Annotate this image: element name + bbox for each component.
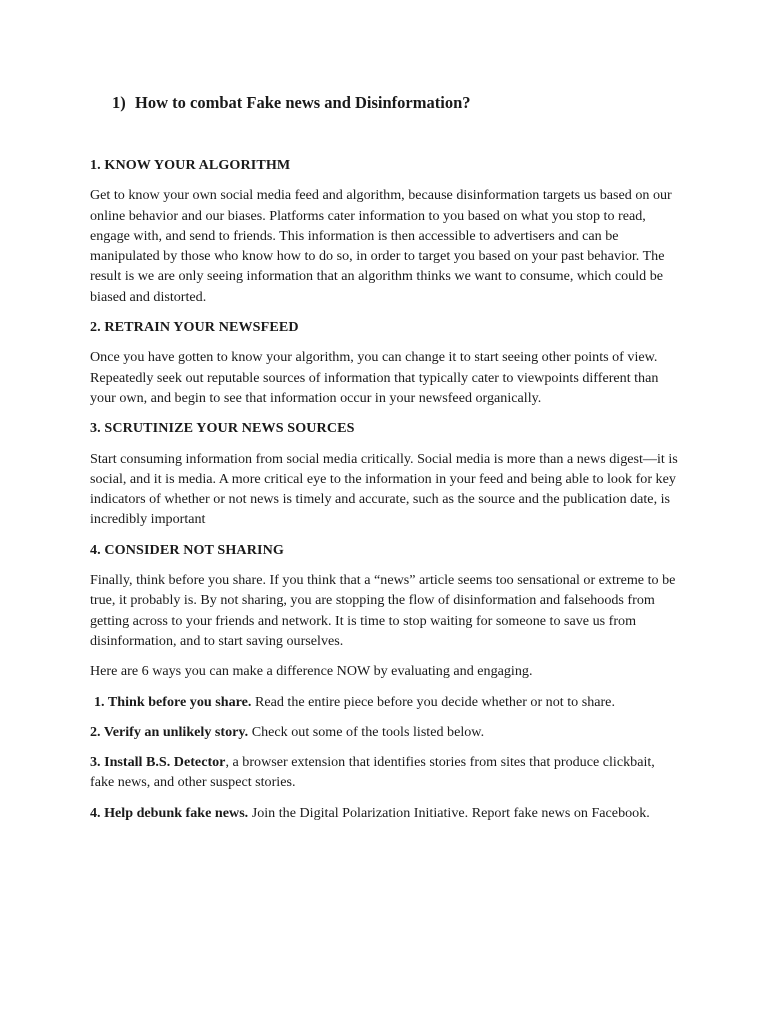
title-number: 1) <box>112 93 126 112</box>
tip-text: Join the Digital Polarization Initiative. Report fake news on Facebook. <box>248 804 650 821</box>
tip-item <box>90 692 680 712</box>
section-retrain-your-newsfeed <box>90 317 680 408</box>
tip-bold-lead: 3. Install B.S. Detector <box>90 754 226 771</box>
tip-bold-lead: 2. Verify an unlikely story. <box>90 723 249 740</box>
tip-bold-lead: 1. Think before you share. <box>94 693 252 710</box>
tip-text: Check out some of the tools listed below. <box>248 723 485 740</box>
section-heading: 3. SCRUTINIZE YOUR NEWS SOURCES <box>90 420 355 437</box>
title-text: How to combat Fake news and Disinformation? <box>135 93 471 112</box>
section-know-your-algorithm <box>90 155 680 307</box>
tip-text: , a browser extension that identifies stories from sites that produce clickbait, fake news, and other suspect stories. <box>90 754 655 791</box>
section-paragraph: Finally, think before you share. If you think that a “news” article seems too sensational or extreme to be true, it probably is. By not sharing, you are stopping the flow of disinformation and falsehoods from getting across to your friends and network. It is time to stop waiting for someone to save us from disinformation, and to start saving ourselves. <box>90 572 676 649</box>
section-paragraph: Get to know your own social media feed and algorithm, because disinformation targets us based on our online behavior and our biases. Platforms cater information to you based on what you stop to read, engage with, and send to friends. This information is then accessible to advertisers and can be manipulated by those who know how to do so, in order to target you based on your past behavior. The result is we are only seeing information that an algorithm thinks we want to consume, which could be biased and distorted. <box>90 187 672 305</box>
tip-text: Read the entire piece before you decide whether or not to share. <box>251 693 615 710</box>
tip-item <box>90 752 680 793</box>
tip-item <box>90 722 680 742</box>
section-heading: 4. CONSIDER NOT SHARING <box>90 541 284 558</box>
section-paragraph: Start consuming information from social media critically. Social media is more than a news digest—it is social, and it is media. A more critical eye to the information in your feed and being able to look for key indicators of whether or not news is timely and accurate, such as the source and the publication date, is incredibly important <box>90 450 678 528</box>
tip-bold-lead: 4. Help debunk fake news. <box>90 804 249 821</box>
section-paragraph: Once you have gotten to know your algorithm, you can change it to start seeing other points of view. Repeatedly seek out reputable sources of information that typically cater to viewpoints different than your own, and begin to see that information occur in your newsfeed organically. <box>90 349 659 406</box>
section-heading: 1. KNOW YOUR ALGORITHM <box>90 157 291 173</box>
section-scrutinize-news-sources <box>90 418 680 529</box>
page-title <box>112 93 471 113</box>
section-heading: 2. RETRAIN YOUR NEWSFEED <box>90 319 299 336</box>
tip-item <box>90 803 680 823</box>
document-body <box>90 155 680 833</box>
section-consider-not-sharing <box>90 540 680 651</box>
tips-intro: Here are 6 ways you can make a difference NOW by evaluating and engaging. <box>90 663 533 680</box>
